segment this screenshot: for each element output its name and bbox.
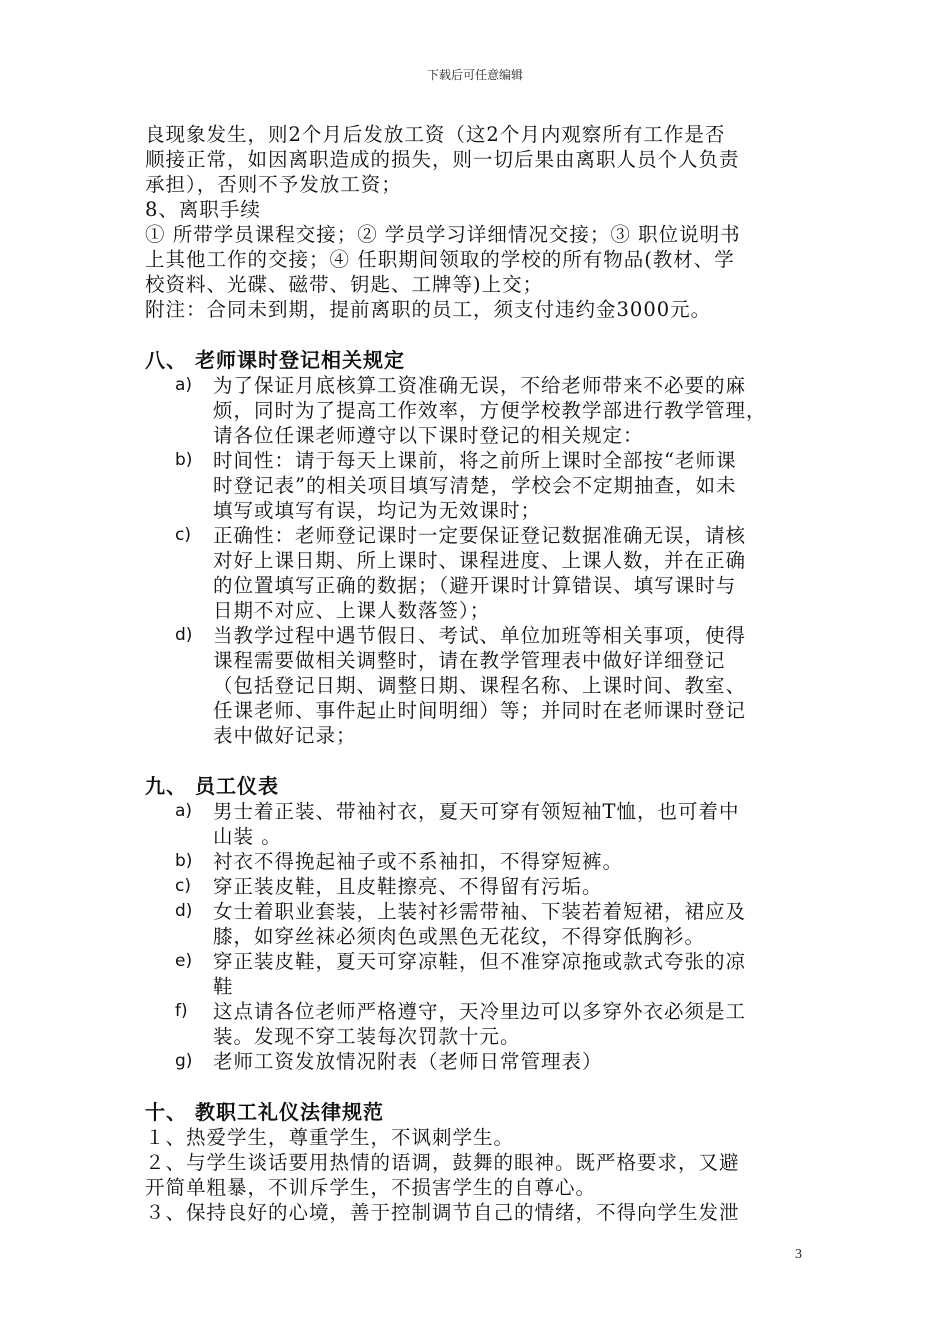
text-line: 表中做好记录； — [213, 724, 357, 747]
text-line: 这点请各位老师严格遵守，天冷里边可以多穿外衣必须是工 — [213, 1000, 747, 1023]
text-line: 时登记表”的相关项目填写清楚，学校会不定期抽查，如未 — [213, 474, 737, 497]
text-line: 对好上课日期、所上课时、课程进度、上课人数，并在正确 — [213, 549, 747, 572]
text-line: 任课老师、事件起止时间明细）等；并同时在老师课时登记 — [213, 699, 747, 722]
text-line: 上其他工作的交接；④ 任职期间领取的学校的所有物品(教材、学 — [145, 248, 735, 271]
section10-paragraphs — [145, 1125, 810, 1225]
text-line: 为了保证月底核算工资准确无误，不给老师带来不必要的麻 — [213, 374, 747, 397]
list-marker: e) — [175, 951, 193, 971]
text-line: 正确性：老师登记课时一定要保证登记数据准确无误，请核 — [213, 524, 747, 547]
text-line: 开简单粗暴，不训斥学生，不损害学生的自尊心。 — [145, 1176, 597, 1199]
list-item — [145, 999, 810, 1049]
section-heading: 九、 员工仪表 — [145, 774, 279, 798]
text-line: 装。发现不穿工装每次罚款十元。 — [213, 1025, 521, 1048]
text-line: ２、与学生谈话要用热情的语调，鼓舞的眼神。既严格要求，又避 — [145, 1151, 740, 1174]
list-item — [145, 1049, 810, 1074]
list-item — [145, 949, 810, 999]
text-line: １、热爱学生，尊重学生，不讽刺学生。 — [145, 1126, 515, 1149]
text-line: 穿正装皮鞋，夏天可穿凉鞋，但不准穿凉拖或款式夸张的凉 — [213, 950, 747, 973]
text-line: 男士着正装、带袖衬衣，夏天可穿有领短袖T恤，也可着中 — [213, 800, 740, 823]
text-line: 承担），否则不予发放工资； — [145, 173, 402, 196]
list-marker: f) — [175, 1001, 188, 1021]
text-line: 附注：合同未到期，提前离职的员工，须支付违约金3000元。 — [145, 298, 712, 321]
list-item — [145, 373, 810, 448]
document-body — [145, 122, 810, 1225]
text-line: 课程需要做相关调整时，请在教学管理表中做好详细登记 — [213, 649, 726, 672]
list-item — [145, 849, 810, 874]
text-line: 填写或填写有误，均记为无效课时； — [213, 499, 542, 522]
text-line: ３、保持良好的心境，善于控制调节自己的情绪，不得向学生发泄 — [145, 1201, 740, 1224]
text-line: （包括登记日期、调整日期、课程名称、上课时间、教室、 — [213, 674, 747, 697]
text-line: 良现象发生，则2个月后发放工资（这2个月内观察所有工作是否 — [145, 123, 726, 146]
text-line: 膝，如穿丝袜必须肉色或黑色无花纹，不得穿低胸衫。 — [213, 925, 706, 948]
list-item — [145, 523, 810, 623]
text-line: 的位置填写正确的数据；（避开课时计算错误、填写课时与 — [213, 574, 737, 597]
text-line: 校资料、光碟、磁带、钥匙、工牌等)上交； — [145, 273, 544, 296]
text-line: 烦，同时为了提高工作效率，方便学校教学部进行教学管理， — [213, 399, 767, 422]
list-item — [145, 899, 810, 949]
text-line: 请各位任课老师遵守以下课时登记的相关规定： — [213, 424, 644, 447]
page-header: 下载后可任意编辑 — [426, 68, 523, 82]
text-line: 时间性：请于每天上课前，将之前所上课时全部按“老师课 — [213, 449, 737, 472]
list-item — [145, 799, 810, 849]
list-marker: b) — [175, 450, 193, 470]
list-marker: c) — [175, 876, 191, 896]
text-line: 顺接正常，如因离职造成的损失，则一切后果由离职人员个人负责 — [145, 148, 740, 171]
section-heading: 十、 教职工礼仪法律规范 — [145, 1100, 384, 1124]
text-line: 女士着职业套装，上装衬衫需带袖、下装若着短裙，裙应及 — [213, 900, 747, 923]
list-item — [145, 448, 810, 523]
text-line: 老师工资发放情况附表（老师日常管理表） — [213, 1050, 603, 1073]
text-line: 衬衣不得挽起袖子或不系袖扣，不得穿短裤。 — [213, 850, 624, 873]
list-marker: c) — [175, 525, 191, 545]
list-marker: g) — [175, 1051, 193, 1071]
list-marker: d) — [175, 625, 193, 645]
text-line: 穿正装皮鞋，且皮鞋擦亮、不得留有污垢。 — [213, 875, 603, 898]
list-marker: a) — [175, 801, 193, 821]
text-line: 当教学过程中遇节假日、考试、单位加班等相关事项，使得 — [213, 624, 747, 647]
list-item — [145, 874, 810, 899]
text-line: 山装 。 — [213, 825, 282, 848]
list-marker: d) — [175, 901, 193, 921]
text-line: 鞋 — [213, 975, 234, 998]
text-line: ① 所带学员课程交接；② 学员学习详细情况交接；③ 职位说明书 — [145, 223, 741, 246]
list-item — [145, 623, 810, 748]
text-line: 日期不对应、上课人数落签）； — [213, 599, 491, 622]
intro-paragraphs — [145, 122, 810, 322]
section8-list — [145, 373, 810, 748]
page-number: 3 — [795, 1247, 802, 1262]
list-marker: b) — [175, 851, 193, 871]
list-marker: a) — [175, 375, 193, 395]
section-heading: 八、 老师课时登记相关规定 — [145, 348, 405, 372]
text-line: 8、离职手续 — [145, 198, 261, 221]
section9-list — [145, 799, 810, 1074]
